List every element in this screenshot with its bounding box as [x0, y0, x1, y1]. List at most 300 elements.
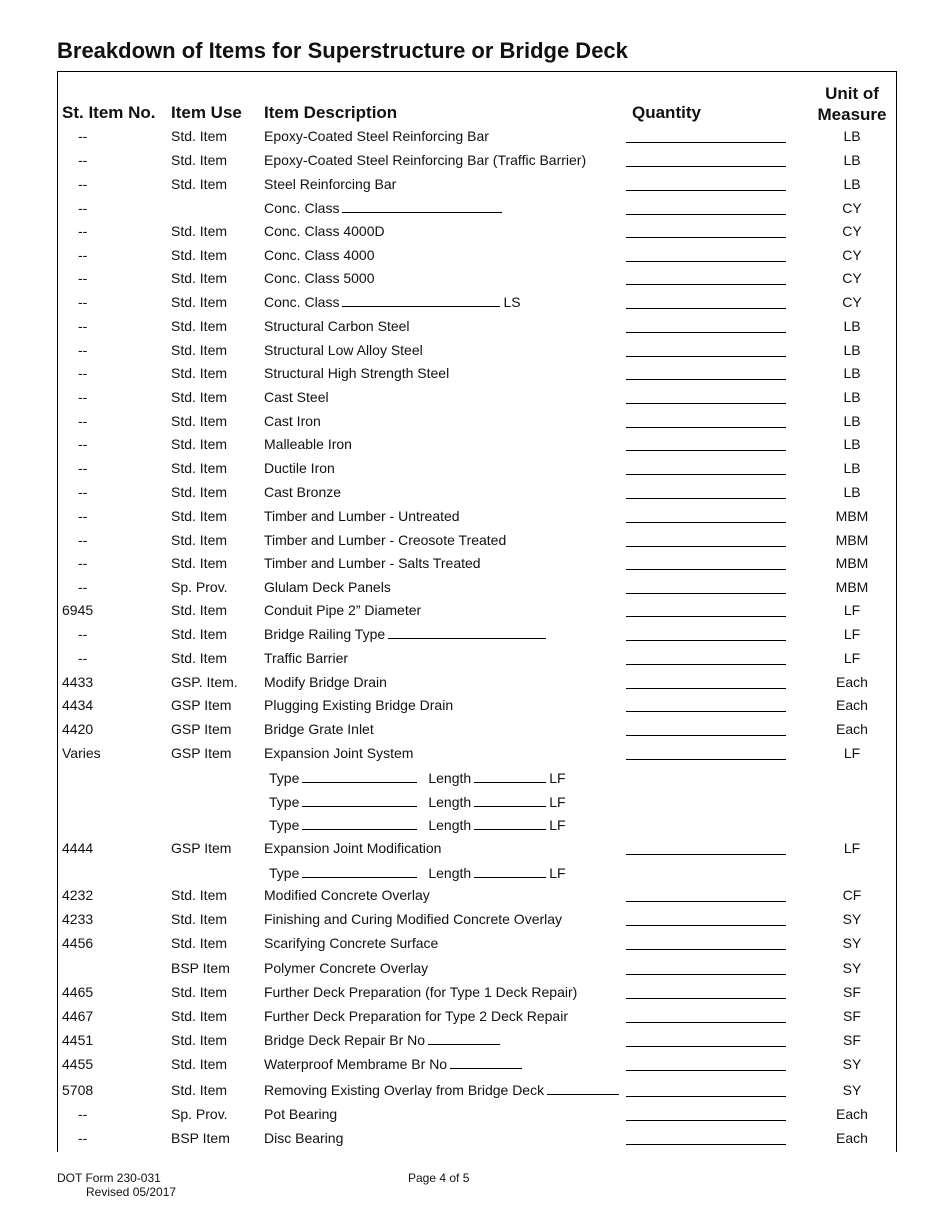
unit-of-measure: LF — [843, 650, 861, 666]
unit-of-measure: SY — [842, 911, 862, 927]
item-description — [264, 721, 374, 737]
item-description-text: Waterproof Membrame Br No — [264, 1056, 448, 1072]
unit-of-measure: SY — [842, 1056, 862, 1072]
item-description-text: Pot Bearing — [264, 1106, 338, 1122]
item-description-text: Expansion Joint System — [264, 745, 414, 761]
quantity-field[interactable] — [626, 1120, 786, 1121]
item-description — [264, 935, 438, 951]
item-use: Sp. Prov. — [171, 579, 228, 595]
item-number: -- — [78, 626, 88, 642]
item-description-text: Steel Reinforcing Bar — [264, 176, 397, 192]
item-use: GSP. Item. — [171, 674, 238, 690]
item-number: -- — [78, 413, 88, 429]
item-description — [264, 270, 375, 286]
item-number: 4434 — [62, 697, 94, 713]
table-row — [0, 294, 950, 316]
table-row — [0, 176, 950, 198]
item-use: Std. Item — [171, 1032, 228, 1048]
type-label: Type — [269, 817, 300, 833]
item-use: Std. Item — [171, 270, 228, 286]
item-description-text: Cast Steel — [264, 389, 329, 405]
item-description-text: Epoxy-Coated Steel Reinforcing Bar — [264, 128, 489, 144]
item-description-text: Structural Carbon Steel — [264, 318, 410, 334]
unit-of-measure: SF — [843, 1008, 861, 1024]
item-description — [264, 650, 348, 666]
item-use: Sp. Prov. — [171, 1106, 228, 1122]
item-description-text: Ductile Iron — [264, 460, 335, 476]
item-number: 4232 — [62, 887, 94, 903]
item-description-text: Plugging Existing Bridge Drain — [264, 697, 454, 713]
unit-of-measure: Each — [836, 721, 868, 737]
item-description — [264, 602, 421, 618]
length-unit: LF — [549, 794, 566, 810]
item-description — [264, 128, 489, 144]
item-use: Std. Item — [171, 152, 228, 168]
item-description-text: Conduit Pipe 2” Diameter — [264, 602, 422, 618]
item-description — [264, 508, 460, 524]
quantity-field[interactable] — [626, 1144, 786, 1145]
item-use: Std. Item — [171, 484, 228, 500]
item-use: Std. Item — [171, 247, 228, 263]
quantity-field[interactable] — [626, 640, 786, 641]
table-row — [0, 602, 950, 624]
item-number: 6945 — [62, 602, 94, 618]
item-use: Std. Item — [171, 1056, 228, 1072]
quantity-field[interactable] — [626, 522, 786, 523]
item-description — [264, 984, 577, 1000]
form-number: DOT Form 230-031 — [57, 1171, 161, 1185]
revision-date: Revised 05/2017 — [86, 1185, 177, 1199]
quantity-field[interactable] — [626, 1070, 786, 1071]
item-use: Std. Item — [171, 887, 228, 903]
description-suffix: LS — [503, 294, 521, 310]
header-unit-of-measure — [810, 83, 894, 125]
item-number: 4433 — [62, 674, 94, 690]
header-item-description: Item Description — [264, 103, 398, 122]
quantity-field[interactable] — [626, 854, 786, 855]
item-number: -- — [78, 223, 88, 239]
quantity-field[interactable] — [626, 190, 786, 191]
item-use: GSP Item — [171, 745, 232, 761]
item-number: -- — [78, 200, 88, 216]
table-row — [0, 840, 950, 862]
unit-of-measure: SY — [842, 960, 862, 976]
quantity-field[interactable] — [626, 664, 786, 665]
item-description — [264, 532, 506, 548]
quantity-field[interactable] — [626, 142, 786, 143]
length-unit: LF — [549, 817, 566, 833]
table-row — [0, 650, 950, 672]
quantity-field[interactable] — [626, 474, 786, 475]
type-length-line — [269, 817, 566, 833]
table-row — [0, 721, 950, 743]
quantity-field[interactable] — [626, 403, 786, 404]
length-fill-line[interactable] — [474, 772, 546, 783]
item-description-text: Modified Concrete Overlay — [264, 887, 430, 903]
item-use: Std. Item — [171, 294, 228, 310]
table-row — [0, 436, 950, 458]
type-label: Type — [269, 770, 300, 786]
length-label: Length — [428, 770, 472, 786]
item-number: -- — [78, 484, 88, 500]
unit-of-measure: LB — [843, 484, 861, 500]
item-description — [264, 436, 352, 452]
item-number: -- — [78, 579, 88, 595]
item-description — [264, 176, 396, 192]
item-number: -- — [78, 460, 88, 476]
item-number: 4456 — [62, 935, 94, 951]
table-row — [0, 935, 950, 957]
quantity-field[interactable] — [626, 332, 786, 333]
item-number: -- — [78, 1130, 88, 1146]
type-label: Type — [269, 865, 300, 881]
item-description-text: Timber and Lumber - Untreated — [264, 508, 460, 524]
unit-of-measure: LB — [843, 436, 861, 452]
table-row — [0, 484, 950, 506]
item-description-text: Conc. Class 4000D — [264, 223, 385, 239]
type-fill-line[interactable] — [302, 867, 417, 878]
item-number: -- — [78, 176, 88, 192]
item-description — [264, 1130, 343, 1146]
item-description — [264, 579, 391, 595]
quantity-field[interactable] — [626, 759, 786, 760]
item-number: -- — [78, 342, 88, 358]
type-length-line — [269, 794, 566, 810]
unit-of-measure: CF — [842, 887, 862, 903]
header-quantity: Quantity — [632, 103, 701, 122]
item-number: 4465 — [62, 984, 94, 1000]
item-description — [264, 318, 410, 334]
item-use: Std. Item — [171, 318, 228, 334]
unit-of-measure: LF — [843, 626, 861, 642]
unit-of-measure: SY — [842, 1082, 862, 1098]
quantity-field[interactable] — [626, 1022, 786, 1023]
quantity-field[interactable] — [626, 998, 786, 999]
item-description-text: Cast Bronze — [264, 484, 342, 500]
header-unit-line2: Measure — [817, 105, 887, 124]
quantity-field[interactable] — [626, 711, 786, 712]
table-row — [0, 200, 950, 222]
item-number: -- — [78, 555, 88, 571]
table-row — [0, 532, 950, 554]
item-use: Std. Item — [171, 555, 228, 571]
description-fill-line[interactable] — [450, 1058, 522, 1069]
type-fill-line[interactable] — [302, 796, 417, 807]
item-description-text: Timber and Lumber - Creosote Treated — [264, 532, 507, 548]
item-use: Std. Item — [171, 911, 228, 927]
item-description-text: Finishing and Curing Modified Concrete Overlay — [264, 911, 563, 927]
item-number: Varies — [62, 745, 101, 761]
type-length-line — [269, 865, 566, 881]
item-use: Std. Item — [171, 984, 228, 1000]
item-use: Std. Item — [171, 602, 228, 618]
length-fill-line[interactable] — [474, 867, 546, 878]
item-description — [264, 365, 449, 381]
quantity-field[interactable] — [626, 688, 786, 689]
description-fill-line[interactable] — [342, 296, 500, 307]
unit-of-measure: Each — [836, 1106, 868, 1122]
unit-of-measure: LB — [843, 460, 861, 476]
item-description-text: Further Deck Preparation for Type 2 Deck Repair — [264, 1008, 568, 1024]
length-label: Length — [428, 865, 472, 881]
unit-of-measure: MBM — [835, 532, 869, 548]
table-row — [0, 460, 950, 482]
item-use: Std. Item — [171, 508, 228, 524]
item-description — [264, 247, 375, 263]
item-description — [264, 626, 549, 642]
item-description-text: Traffic Barrier — [264, 650, 349, 666]
description-fill-line[interactable] — [342, 202, 502, 213]
unit-of-measure: MBM — [835, 555, 869, 571]
table-row — [0, 508, 950, 530]
item-description — [264, 1082, 622, 1098]
expansion-joint-subfields — [0, 794, 950, 816]
item-description-text: Structural High Strength Steel — [264, 365, 450, 381]
quantity-field[interactable] — [626, 450, 786, 451]
type-fill-line[interactable] — [302, 819, 417, 830]
unit-of-measure: LB — [843, 342, 861, 358]
table-row — [0, 365, 950, 387]
unit-of-measure: LB — [843, 128, 861, 144]
quantity-field[interactable] — [626, 214, 786, 215]
quantity-field[interactable] — [626, 901, 786, 902]
quantity-field[interactable] — [626, 166, 786, 167]
table-row — [0, 1106, 950, 1128]
description-fill-line[interactable] — [428, 1034, 500, 1045]
table-row — [0, 626, 950, 648]
unit-of-measure: LB — [843, 389, 861, 405]
expansion-joint-subfields — [0, 770, 950, 792]
item-number: 4420 — [62, 721, 94, 737]
item-description — [264, 911, 562, 927]
quantity-field[interactable] — [626, 925, 786, 926]
quantity-field[interactable] — [626, 284, 786, 285]
description-fill-line[interactable] — [547, 1084, 619, 1095]
item-description — [264, 887, 430, 903]
quantity-field[interactable] — [626, 427, 786, 428]
item-number: -- — [78, 270, 88, 286]
unit-of-measure: LF — [843, 745, 861, 761]
item-description — [264, 1008, 568, 1024]
item-number: -- — [78, 650, 88, 666]
item-use: Std. Item — [171, 532, 228, 548]
unit-of-measure: Each — [836, 697, 868, 713]
description-fill-line[interactable] — [388, 628, 546, 639]
length-fill-line[interactable] — [474, 796, 546, 807]
unit-of-measure: LF — [843, 840, 861, 856]
quantity-field[interactable] — [626, 1096, 786, 1097]
item-description-text: Cast Iron — [264, 413, 321, 429]
quantity-field[interactable] — [626, 1046, 786, 1047]
item-description-text: Expansion Joint Modification — [264, 840, 442, 856]
type-label: Type — [269, 794, 300, 810]
table-row — [0, 1082, 950, 1104]
item-description-text: Structural Low Alloy Steel — [264, 342, 423, 358]
length-label: Length — [428, 817, 472, 833]
item-number: -- — [78, 508, 88, 524]
item-number: -- — [78, 294, 88, 310]
item-description-text: Conc. Class 4000 — [264, 247, 375, 263]
unit-of-measure: LB — [843, 318, 861, 334]
table-row — [0, 318, 950, 340]
table-row — [0, 152, 950, 174]
item-description-text: Bridge Grate Inlet — [264, 721, 374, 737]
quantity-field[interactable] — [626, 735, 786, 736]
quantity-field[interactable] — [626, 616, 786, 617]
type-fill-line[interactable] — [302, 772, 417, 783]
item-use: Std. Item — [171, 413, 228, 429]
unit-of-measure: LB — [843, 413, 861, 429]
table-row — [0, 555, 950, 577]
table-row — [0, 1008, 950, 1030]
quantity-field[interactable] — [626, 593, 786, 594]
item-description — [264, 960, 428, 976]
page-number: Page 4 of 5 — [408, 1171, 470, 1185]
table-row — [0, 413, 950, 435]
item-use: Std. Item — [171, 460, 228, 476]
item-description-text: Glulam Deck Panels — [264, 579, 391, 595]
item-use: Std. Item — [171, 342, 228, 358]
quantity-field[interactable] — [626, 569, 786, 570]
table-row — [0, 128, 950, 150]
quantity-field[interactable] — [626, 949, 786, 950]
table-row — [0, 1056, 950, 1078]
unit-of-measure: SY — [842, 935, 862, 951]
header-item-no: St. Item No. — [62, 103, 156, 122]
unit-of-measure: LB — [843, 365, 861, 381]
item-description — [264, 674, 387, 690]
unit-of-measure: CY — [842, 223, 862, 239]
item-number: 4455 — [62, 1056, 94, 1072]
item-description — [264, 555, 481, 571]
item-description — [264, 294, 521, 310]
item-description — [264, 342, 423, 358]
item-use: Std. Item — [171, 626, 228, 642]
unit-of-measure: CY — [842, 270, 862, 286]
item-number: -- — [78, 1106, 88, 1122]
table-row — [0, 674, 950, 696]
item-description-text: Removing Existing Overlay from Bridge Deck — [264, 1082, 545, 1098]
unit-of-measure: MBM — [835, 508, 869, 524]
length-unit: LF — [549, 865, 566, 881]
item-number: 4451 — [62, 1032, 94, 1048]
item-number: -- — [78, 365, 88, 381]
item-description — [264, 484, 341, 500]
header-item-use: Item Use — [171, 103, 242, 122]
item-use: Std. Item — [171, 935, 228, 951]
table-row — [0, 247, 950, 269]
item-use: Std. Item — [171, 436, 228, 452]
table-row — [0, 579, 950, 601]
table-row — [0, 389, 950, 411]
item-description-text: Bridge Deck Repair Br No — [264, 1032, 426, 1048]
table-row — [0, 342, 950, 364]
item-description — [264, 413, 321, 429]
item-description-text: Disc Bearing — [264, 1130, 344, 1146]
unit-of-measure: Each — [836, 674, 868, 690]
item-description-text: Timber and Lumber - Salts Treated — [264, 555, 481, 571]
item-use: GSP Item — [171, 697, 232, 713]
unit-of-measure: LB — [843, 176, 861, 192]
item-use: BSP Item — [171, 960, 230, 976]
item-number: 4444 — [62, 840, 94, 856]
length-unit: LF — [549, 770, 566, 786]
item-use: GSP Item — [171, 721, 232, 737]
item-description — [264, 1032, 503, 1048]
table-row — [0, 911, 950, 933]
expansion-joint-subfields — [0, 817, 950, 839]
length-fill-line[interactable] — [474, 819, 546, 830]
item-description — [264, 745, 413, 761]
item-description — [264, 1106, 337, 1122]
unit-of-measure: CY — [842, 200, 862, 216]
item-description-text: Scarifying Concrete Surface — [264, 935, 439, 951]
item-description-text: Polymer Concrete Overlay — [264, 960, 429, 976]
quantity-field[interactable] — [626, 974, 786, 975]
item-use: Std. Item — [171, 1008, 228, 1024]
page-title: Breakdown of Items for Superstructure or Bridge Deck — [57, 38, 628, 63]
length-label: Length — [428, 794, 472, 810]
item-use: Std. Item — [171, 365, 228, 381]
item-description — [264, 389, 329, 405]
item-number: -- — [78, 152, 88, 168]
item-description-text: Conc. Class 5000 — [264, 270, 375, 286]
item-use: Std. Item — [171, 176, 228, 192]
item-description — [264, 152, 586, 168]
table-row — [0, 223, 950, 245]
item-use: Std. Item — [171, 650, 228, 666]
quantity-field[interactable] — [626, 379, 786, 380]
item-description-text: Epoxy-Coated Steel Reinforcing Bar (Traffic Barrier) — [264, 152, 587, 168]
table-row — [0, 887, 950, 909]
item-description — [264, 697, 453, 713]
item-description — [264, 1056, 525, 1072]
quantity-field[interactable] — [626, 308, 786, 309]
quantity-field[interactable] — [626, 546, 786, 547]
item-description-text: Further Deck Preparation (for Type 1 Deck Repair) — [264, 984, 578, 1000]
quantity-field[interactable] — [626, 261, 786, 262]
item-description — [264, 200, 505, 216]
item-number: 4233 — [62, 911, 94, 927]
item-number: -- — [78, 389, 88, 405]
item-description-text: Bridge Railing Type — [264, 626, 386, 642]
item-use: GSP Item — [171, 840, 232, 856]
type-length-line — [269, 770, 566, 786]
item-use: Std. Item — [171, 389, 228, 405]
item-number: -- — [78, 532, 88, 548]
header-unit-line1: Unit of — [825, 84, 879, 103]
item-description-text: Conc. Class — [264, 200, 340, 216]
quantity-field[interactable] — [626, 498, 786, 499]
table-row — [0, 984, 950, 1006]
unit-of-measure: SF — [843, 984, 861, 1000]
quantity-field[interactable] — [626, 356, 786, 357]
item-use: Std. Item — [171, 128, 228, 144]
item-number: 4467 — [62, 1008, 94, 1024]
item-number: 5708 — [62, 1082, 94, 1098]
item-description-text: Malleable Iron — [264, 436, 352, 452]
unit-of-measure: LF — [843, 602, 861, 618]
item-description — [264, 460, 335, 476]
table-row — [0, 960, 950, 982]
table-row — [0, 697, 950, 719]
item-use: Std. Item — [171, 1082, 228, 1098]
item-description-text: Conc. Class — [264, 294, 340, 310]
quantity-field[interactable] — [626, 237, 786, 238]
table-row — [0, 270, 950, 292]
item-number: -- — [78, 247, 88, 263]
unit-of-measure: Each — [836, 1130, 868, 1146]
